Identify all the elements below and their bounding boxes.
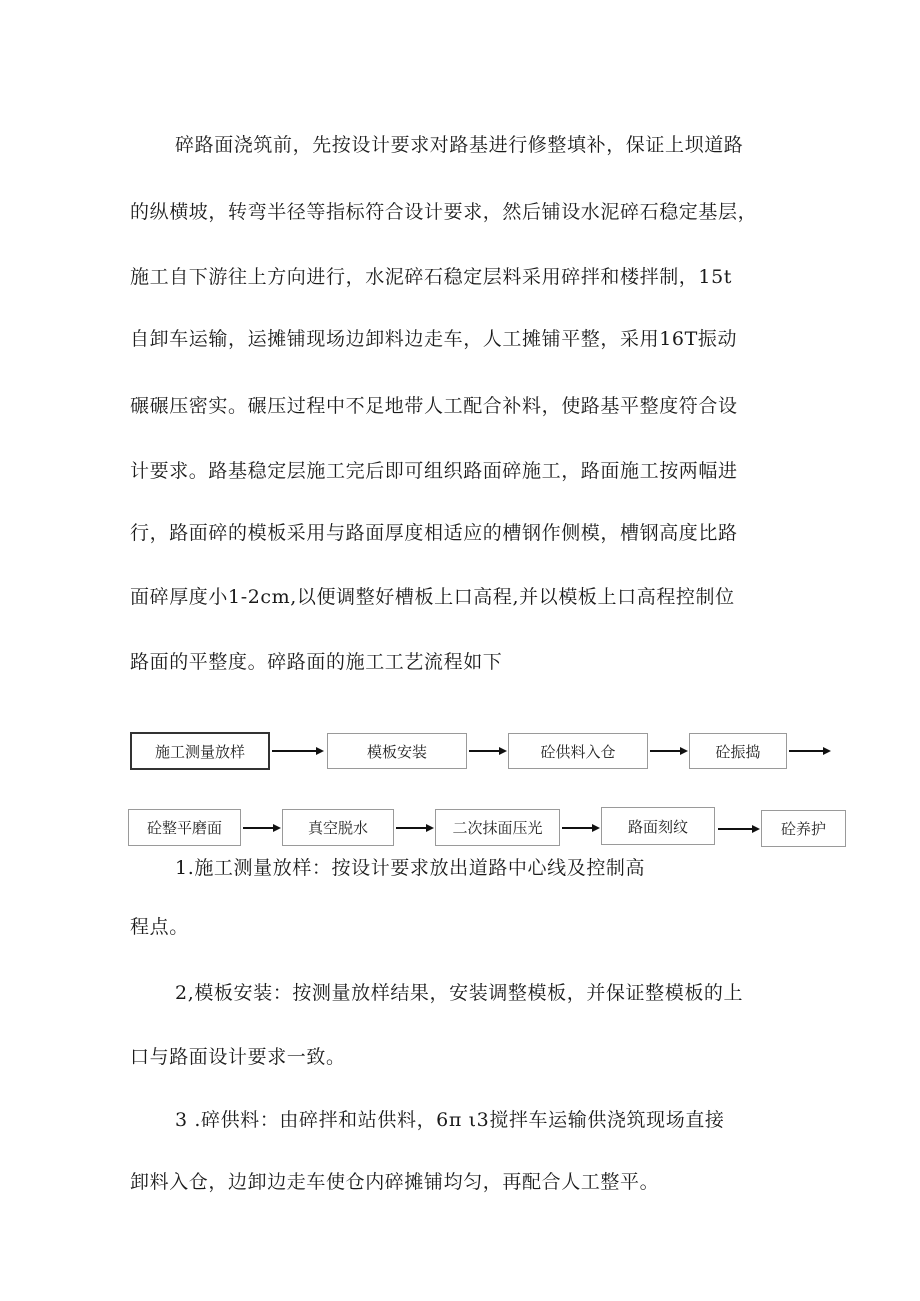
step-line: 程点。 xyxy=(130,916,189,938)
flow-step-box: 真空脱水 xyxy=(282,809,394,846)
flow-arrow-icon xyxy=(272,746,324,756)
flow-step-box: 二次抹面压光 xyxy=(435,809,560,846)
paragraph-line: 施工自下游往上方向进行，水泥碎石稳定层料采用碎拌和楼拌制，15t xyxy=(130,266,733,288)
flow-arrow-icon xyxy=(396,823,434,833)
paragraph-line: 自卸车运输，运摊铺现场边卸料边走车，人工摊铺平整，采用16T振动 xyxy=(130,328,738,350)
paragraph-line: 路面的平整度。碎路面的施工工艺流程如下 xyxy=(130,651,503,673)
flow-arrow-icon xyxy=(469,746,507,756)
flow-arrow-icon xyxy=(789,746,831,756)
flow-step-box: 砼养护 xyxy=(761,810,846,847)
paragraph-line: 碎路面浇筑前，先按设计要求对路基进行修整填补，保证上坝道路 xyxy=(175,134,744,156)
step-line: 1.施工测量放样：按设计要求放出道路中心线及控制高 xyxy=(175,857,646,879)
flow-arrow-icon xyxy=(650,746,688,756)
step-line: 3 .碎供料：由碎拌和站供料，6π ι3搅拌车运输供浇筑现场直接 xyxy=(175,1109,725,1131)
flow-step-box: 模板安装 xyxy=(327,733,467,769)
flow-arrow-icon xyxy=(562,823,600,833)
paragraph-line: 面碎厚度小1-2cm,以便调整好槽板上口高程,并以模板上口高程控制位 xyxy=(130,586,735,608)
flow-step-box: 施工测量放样 xyxy=(130,732,270,770)
flow-step-box: 砼整平磨面 xyxy=(128,809,241,846)
paragraph-line: 的纵横坡，转弯半径等指标符合设计要求，然后铺设水泥碎石稳定基层， xyxy=(130,201,758,223)
step-line: 2,模板安装：按测量放样结果，安装调整模板，并保证整模板的上 xyxy=(175,982,744,1004)
paragraph-line: 碾碾压密实。碾压过程中不足地带人工配合补料，使路基平整度符合设 xyxy=(130,395,738,417)
paragraph-line: 行，路面碎的模板采用与路面厚度相适应的槽钢作侧模，槽钢高度比路 xyxy=(130,522,738,544)
flow-step-box: 砼振捣 xyxy=(689,733,787,769)
step-line: 口与路面设计要求一致。 xyxy=(130,1046,346,1068)
flow-arrow-icon xyxy=(718,824,760,834)
paragraph-line: 计要求。路基稳定层施工完后即可组织路面碎施工，路面施工按两幅进 xyxy=(130,460,738,482)
flow-step-box: 路面刻纹 xyxy=(601,807,715,845)
flow-arrow-icon xyxy=(243,823,281,833)
flow-step-box: 砼供料入仓 xyxy=(508,733,648,769)
step-line: 卸料入仓，边卸边走车使仓内碎摊铺均匀，再配合人工整平。 xyxy=(130,1171,660,1193)
